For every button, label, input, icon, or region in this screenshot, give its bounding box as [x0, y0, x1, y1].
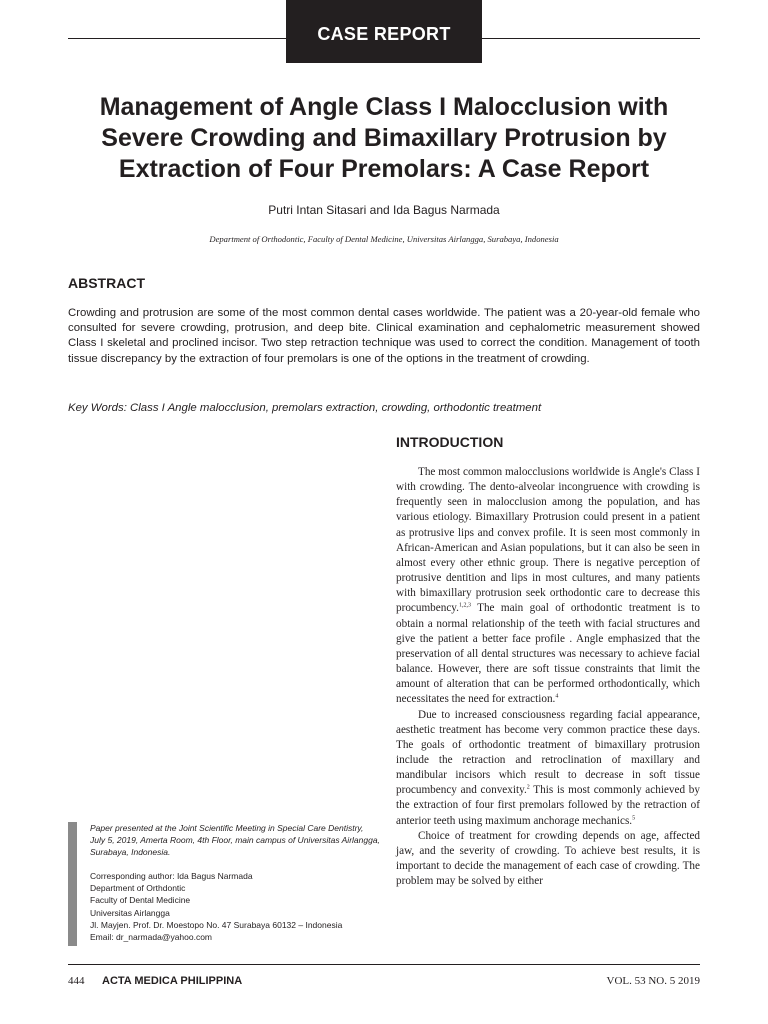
section-label: CASE REPORT	[286, 0, 482, 63]
citation[interactable]: 5	[632, 814, 636, 821]
citation[interactable]: 2	[526, 784, 530, 791]
keywords: Key Words: Class I Angle malocclusion, premolars extraction, crowding, orthodontic treatment	[68, 402, 542, 414]
footer-rule	[68, 964, 700, 965]
correspondence-line: Department of Orthdontic	[90, 883, 186, 894]
title-line: Management of Angle Class I Malocclusion with	[99, 93, 669, 121]
introduction-body	[396, 465, 700, 889]
authors: Putri Intan Sitasari and Ida Bagus Narmada	[268, 203, 500, 217]
affiliation: Department of Orthodontic, Faculty of Dental Medicine, Universitas Airlangga, Surabaya, Indonesia	[209, 234, 559, 244]
introduction-paragraph: Choice of treatment for crowding depends on age, affected jaw, and the severity of crowding. To achieve best results, it is important to decide the management of each case of crowding. The problem may be solved by either	[396, 829, 700, 888]
abstract-heading: ABSTRACT	[68, 275, 145, 291]
abstract-body: Crowding and protrusion are some of the most common dental cases worldwide. The patient was a 20-year-old female who consulted for severe crowding, protrusion, and deep bite. Clinical examination and cephalometric measurement showed Class I skeletal and proclined incisor. Two step retraction technique was used to correct the condition. Management of tooth tissue discrepancy by the extraction of four premolars is one of the options in the treatment of crowding.	[68, 307, 700, 365]
page-number: 444	[68, 975, 85, 987]
presentation-note: Paper presented at the Joint Scientific Meeting in Special Care Dentistry, July 5, 2019, Amerta Room, 4th Floor, main campus of Universitas Airlangga, Surabaya, Indonesia.	[90, 823, 380, 858]
volume-info: VOL. 53 NO. 5 2019	[606, 975, 700, 987]
introduction-paragraph: Due to increased consciousness regarding facial appearance, aesthetic treatment has become very common practice these days. The goals of orthodontic treatment of bimaxillary protrusion include the retraction and retroclination of maxillary and mandibular incisors which result to decrease in soft tissue procumbency and convexity.$^2$ This is most commonly achieved by the extraction of four first premolars followed by the retraction of anterior teeth using maximum anchorage mechanics.$^5$	[396, 708, 700, 827]
article-title	[68, 92, 700, 185]
journal-name: ACTA MEDICA PHILIPPINA	[102, 975, 243, 987]
introduction-paragraph: The most common malocclusions worldwide is Angle's Class I with crowding. The dento-alveolar incongruence with crowding is frequently seen in malocclusion among the population, and has various etiology. Bimaxillary Protrusion could present in a patient as protrusive lips and convex profile. It is seen most commonly in African-American and Asian populations, but it can also be seen in almost every other ethnic group. There is negative perception of protrusive dentition and lips in most cultures, and many patients with bimaxillary protrusion seek orthodontic care to decrease this procumbency.$^{1,2,3}$ The main goal of orthodontic treatment is to obtain a normal relationship of the teeth with facial structures and give the patient a better face profile . Angle emphasized that the preservation of all dental structures was necessary to achieve facial balance. However, there are soft tissue constraints that limit the amount of alteration that can be performed orthodontically, which necessitates the need for extraction.$^4$	[396, 466, 700, 706]
title-line: Severe Crowding and Bimaxillary Protrusion by	[101, 124, 667, 152]
header-rule-right	[482, 38, 700, 39]
correspondence-email[interactable]: Email: dr_narmada@yahoo.com	[90, 931, 213, 942]
footnote	[90, 822, 380, 943]
title-line: Extraction of Four Premolars: A Case Report	[118, 155, 650, 183]
correspondence-line: Jl. Mayjen. Prof. Dr. Moestopo No. 47 Surabaya 60132 – Indonesia	[90, 919, 343, 930]
citation[interactable]: 4	[555, 693, 559, 700]
correspondence-line: Universitas Airlangga	[90, 907, 170, 918]
footnote-bar	[68, 822, 77, 946]
header-rule-left	[68, 38, 286, 39]
introduction-heading: INTRODUCTION	[396, 434, 504, 450]
correspondence-line: Corresponding author: Ida Bagus Narmada	[90, 871, 253, 882]
citation[interactable]: 1,2,3	[458, 602, 471, 609]
correspondence-line: Faculty of Dental Medicine	[90, 895, 191, 906]
correspondence	[90, 870, 380, 943]
